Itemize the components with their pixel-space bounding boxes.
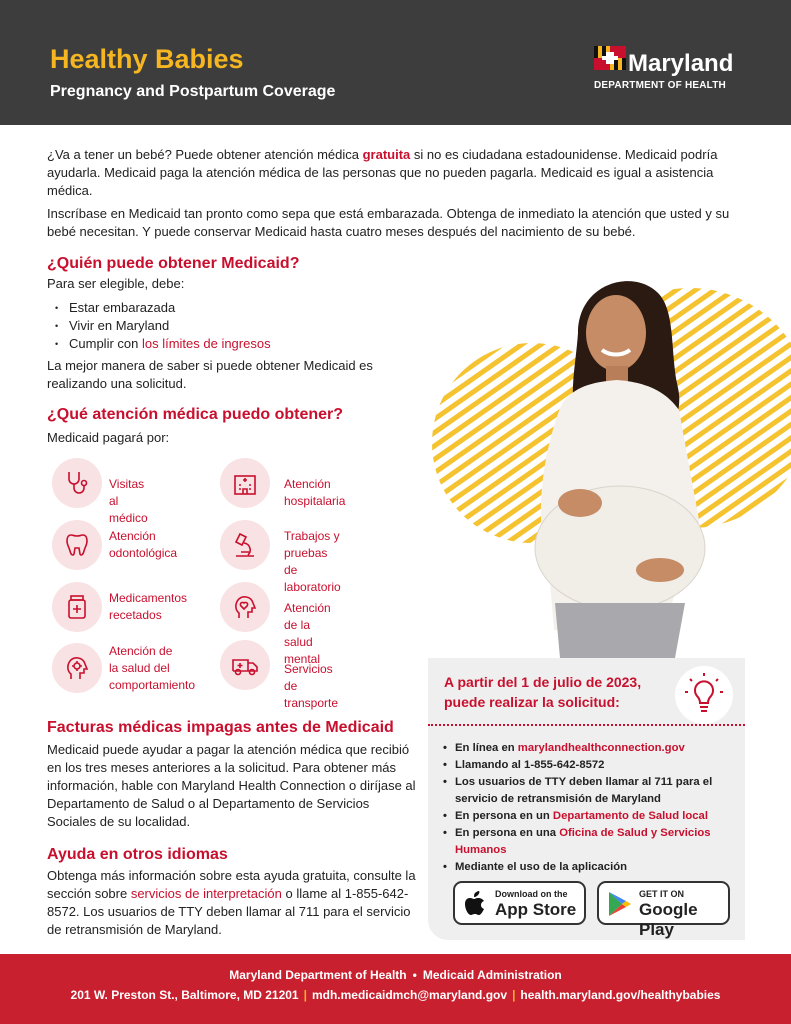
- google-play-big-text: Google Play: [639, 900, 698, 939]
- medicine-bottle-icon: [63, 593, 91, 621]
- intro-text: ¿Va a tener un bebé? Puede obtener atención médica: [47, 147, 363, 162]
- free-highlight: gratuita: [362, 147, 411, 162]
- service-label: Atención hospitalaria: [284, 477, 346, 508]
- app-store-big-text: App Store: [495, 900, 577, 919]
- lightbulb-icon: [675, 666, 733, 724]
- footer-email-link[interactable]: mdh.medicaidmch@maryland.gov: [311, 988, 508, 1002]
- microscope-icon: [231, 531, 259, 559]
- bills-text: Medicaid puede ayudar a pagar la atención médica que recibió en los tres meses anteriores a la solicitud. Para obtener más información, hable con Maryland Health Connection o diríjase al Departamento de Salud o al Departamento de Servicios Sociales de su localidad.: [47, 742, 416, 829]
- google-play-small-text: GET IT ON: [639, 889, 684, 899]
- hospital-icon: [231, 469, 259, 497]
- list-item-text: En persona en un: [455, 810, 553, 822]
- apply-heading: A partir del 1 de julio de 2023, puede realizar la solicitud:: [444, 674, 642, 710]
- google-play-icon: [608, 891, 632, 917]
- list-item-text: En persona en una: [455, 827, 560, 839]
- intro-text-end: si no es ciudadana estadounidense. Medicaid podría ayudarla. Medicaid paga la atención médica de las personas que no pueden pagarla. Medicaid es igual a asistencia médica.: [47, 147, 718, 198]
- footer-bullet: •: [412, 968, 417, 982]
- footer-website-link[interactable]: health.maryland.gov/healthybabies: [520, 988, 721, 1002]
- service-label: Medicamentos recetados: [109, 591, 188, 622]
- languages-text-end: o llame al 1-855-642-8572. Los usuarios de TTY deben llamar al 711 para el servicio de retransmisión de Maryland.: [47, 886, 411, 937]
- maryland-health-logo: [594, 44, 764, 94]
- intro-paragraph-1: [47, 146, 737, 200]
- list-item-text: Cumplir con: [69, 336, 142, 351]
- care-lead: Medicaid pagará por:: [47, 430, 170, 445]
- stethoscope-icon: [63, 469, 91, 497]
- who-heading: ¿Quién puede obtener Medicaid?: [47, 255, 300, 272]
- page-footer: [0, 954, 791, 1024]
- logo-name: Maryland: [628, 50, 734, 77]
- service-label: Visitas al médico: [109, 477, 148, 525]
- list-item: [442, 808, 742, 825]
- logo-department: DEPARTMENT OF HEALTH: [594, 80, 726, 91]
- head-heart-icon: [231, 593, 259, 621]
- app-store-button[interactable]: [453, 881, 586, 925]
- footer-administration: Medicaid Administration: [422, 968, 562, 982]
- who-closing: La mejor manera de saber si puede obtener Medicaid es realizando una solicitud.: [47, 358, 373, 391]
- footer-address: 201 W. Preston St., Baltimore, MD 21201: [70, 988, 299, 1002]
- eligibility-list: [47, 299, 397, 353]
- page-title: Healthy Babies: [50, 44, 244, 74]
- service-label: Atención de la salud mental: [284, 601, 331, 666]
- list-item: • Llamando al 1-855-642-8572: [442, 757, 742, 774]
- head-gear-icon: [63, 654, 91, 682]
- apple-icon: [465, 891, 487, 917]
- page-subtitle: Pregnancy and Postpartum Coverage: [50, 83, 336, 100]
- page-header: [0, 0, 791, 125]
- footer-line-1: [0, 968, 791, 982]
- list-item: [47, 335, 397, 353]
- list-item: • Los usuarios de TTY deben llamar al 711 para el servicio de retransmisión de Maryland: [442, 774, 742, 808]
- bills-heading: Facturas médicas impagas antes de Medicaid: [47, 719, 394, 736]
- list-item: [442, 825, 742, 859]
- apply-methods-list: [442, 740, 742, 876]
- mhc-website-link[interactable]: marylandhealthconnection.gov: [517, 742, 685, 754]
- intro-paragraph-2: Inscríbase en Medicaid tan pronto como sepa que está embarazada. Obtenga de inmediato la atención que usted y su bebé necesitan. Y puede conservar Medicaid hasta cuatro meses después del nacimiento de su bebé.: [47, 206, 730, 239]
- dotted-divider: [428, 724, 745, 726]
- list-item-text: En línea en: [455, 742, 518, 754]
- app-store-small-text: Download on the: [495, 889, 568, 899]
- footer-department: Maryland Department of Health: [229, 968, 407, 982]
- footer-separator: |: [512, 988, 516, 1002]
- list-item: [442, 740, 742, 757]
- service-label: Atención odontológica: [109, 529, 178, 560]
- list-item: • Vivir en Maryland: [47, 317, 397, 335]
- languages-text: [47, 867, 417, 939]
- apply-panel: [428, 658, 745, 940]
- health-human-services-link[interactable]: Oficina de Salud y Servicios Humanos: [455, 827, 711, 856]
- who-lead: Para ser elegible, debe:: [47, 276, 185, 291]
- service-label: Trabajos y pruebas de laboratorio: [284, 529, 341, 594]
- footer-separator: |: [303, 988, 307, 1002]
- footer-line-2: [0, 988, 791, 1002]
- maryland-flag-icon: [594, 44, 626, 72]
- list-item: • Mediante el uso de la aplicación: [442, 859, 742, 876]
- interpretation-services-link[interactable]: servicios de interpretación: [130, 886, 282, 901]
- pregnant-woman-photo: [430, 258, 791, 658]
- care-heading: ¿Qué atención médica puedo obtener?: [47, 406, 344, 423]
- local-health-department-link[interactable]: Departamento de Salud local: [552, 810, 708, 822]
- service-label: Servicios de transporte: [284, 662, 339, 710]
- income-limits-link[interactable]: los límites de ingresos: [141, 336, 271, 351]
- languages-heading: Ayuda en otros idiomas: [47, 846, 228, 863]
- tooth-icon: [63, 531, 91, 559]
- list-item: • Estar embarazada: [47, 299, 397, 317]
- google-play-button[interactable]: [597, 881, 730, 939]
- ambulance-icon: [231, 651, 259, 679]
- languages-text-start: Obtenga más información sobre esta ayuda gratuita, consulte la sección sobre: [47, 868, 416, 901]
- service-label: Atención de la salud del comportamiento: [109, 644, 196, 692]
